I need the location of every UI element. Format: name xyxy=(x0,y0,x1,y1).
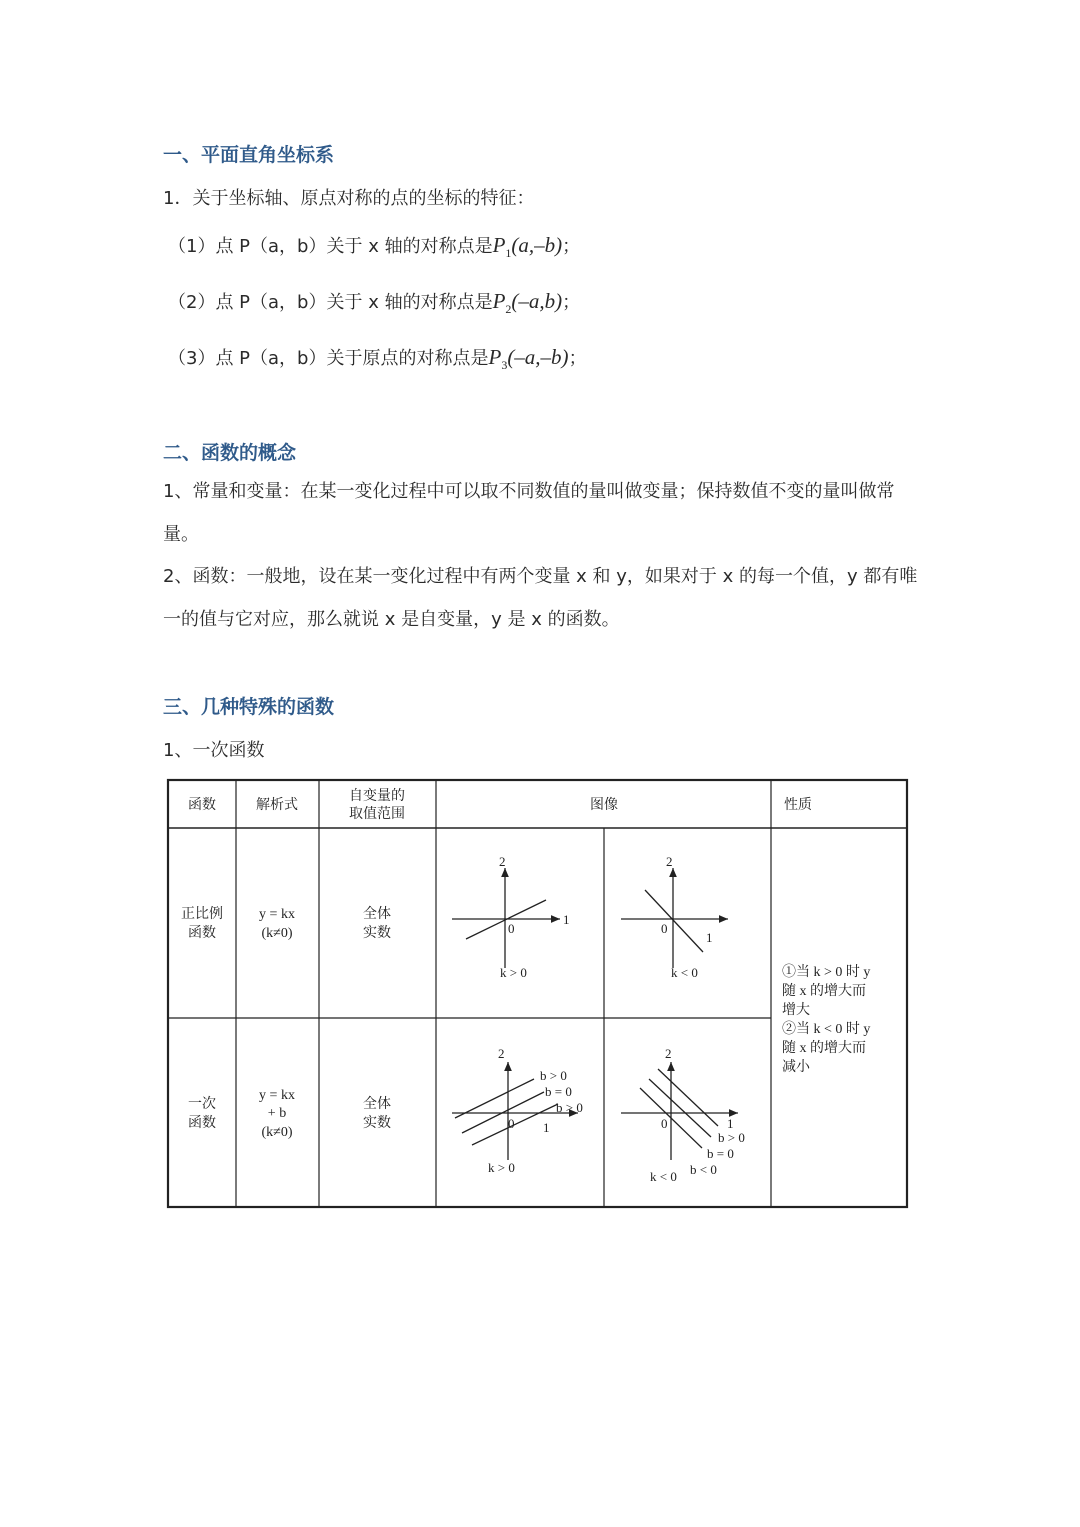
header-domain-line1: 自变量的 xyxy=(349,789,405,804)
section-heading-function-concept: 二、函数的概念 xyxy=(163,442,297,464)
graph4-origin: 0 xyxy=(661,1116,668,1131)
symmetry-item-2: （2）点 P（a，b）关于 x 轴的对称点是$P_2(-a,b)$； xyxy=(168,289,581,316)
row1-expr-line1: y = kx xyxy=(259,907,295,922)
graph2-origin: 0 xyxy=(661,921,668,936)
header-function: 函数 xyxy=(188,798,216,813)
item-text: （3）点 P（a，b）关于原点的对称点是 xyxy=(168,348,489,369)
property-line-6: 减小 xyxy=(782,1060,810,1075)
graph1-x-label: 1 xyxy=(563,912,570,927)
row1-expr-line2: (k≠0) xyxy=(261,926,293,941)
intro-text: 1．关于坐标轴、原点对称的点的坐标的特征： xyxy=(163,188,535,209)
row1-name-line2: 函数 xyxy=(188,926,216,941)
graph2-k-label: k < 0 xyxy=(671,965,698,980)
point-p2: $P_2(-a,b)$ xyxy=(492,289,563,316)
header-expression: 解析式 xyxy=(256,798,298,813)
graph3-x-label: 1 xyxy=(543,1120,550,1135)
graph1-k-label: k > 0 xyxy=(500,965,527,980)
graph3-b-pos: b > 0 xyxy=(540,1068,567,1083)
point-p1: $P_1(a,-b)$ xyxy=(492,233,563,260)
row2-domain-line2: 实数 xyxy=(363,1116,391,1131)
item-text: （1）点 P（a，b）关于 x 轴的对称点是 xyxy=(168,236,493,257)
property-line-4: ②当 k < 0 时 y xyxy=(782,1022,871,1037)
property-line-2: 随 x 的增大而 xyxy=(782,984,866,999)
graph4-b-pos: b > 0 xyxy=(718,1130,745,1145)
header-graph: 图像 xyxy=(590,798,618,813)
graph4-b-neg: b < 0 xyxy=(690,1162,717,1177)
point-p3: $P_3(-a,-b)$ xyxy=(488,345,569,372)
header-domain-line2: 取值范围 xyxy=(349,807,405,822)
property-line-5: 随 x 的增大而 xyxy=(782,1041,866,1056)
graph1-origin: 0 xyxy=(508,921,515,936)
row1-domain-line2: 实数 xyxy=(363,926,391,941)
row1-domain-line1: 全体 xyxy=(363,907,391,922)
row2-expr-line3: (k≠0) xyxy=(261,1125,293,1140)
graph3-k-label: k > 0 xyxy=(488,1160,515,1175)
property-line-1: ①当 k > 0 时 y xyxy=(782,965,871,980)
graph4-y-label: 2 xyxy=(665,1046,672,1061)
row2-name-line1: 一次 xyxy=(188,1097,216,1112)
paragraph-function-definition: 2、函数：一般地，设在某一变化过程中有两个变量 x 和 y，如果对于 x 的每一个值，y 都有唯一的值与它对应，那么就说 x 是自变量，y 是 x 的函数。 xyxy=(163,566,918,630)
paragraph-constants-variables: 1、常量和变量：在某一变化过程中可以取不同数值的量叫做变量；保持数值不变的量叫做常量。 xyxy=(163,481,895,545)
row2-name-line2: 函数 xyxy=(188,1116,216,1131)
row2-domain-line1: 全体 xyxy=(363,1097,391,1112)
header-property: 性质 xyxy=(784,798,812,813)
row1-name-line1: 正比例 xyxy=(181,907,223,922)
graph4-k-label: k < 0 xyxy=(650,1169,677,1184)
graph3-origin: 0 xyxy=(508,1116,515,1131)
row2-expr-line2: + b xyxy=(267,1106,287,1121)
property-line-3: 增大 xyxy=(782,1003,810,1018)
row2-expr-line1: y = kx xyxy=(259,1088,295,1103)
graph-proportional-kneg xyxy=(621,868,728,968)
subsection-linear-function: 1、一次函数 xyxy=(163,740,265,761)
item-text: （2）点 P（a，b）关于 x 轴的对称点是 xyxy=(168,292,493,313)
graph2-y-label: 2 xyxy=(666,854,673,869)
graph3-y-label: 2 xyxy=(498,1046,505,1061)
graph3-b-neg: b > 0 xyxy=(556,1100,583,1115)
graph-proportional-kpos xyxy=(452,868,560,968)
section-heading-coordinate-system: 一、平面直角坐标系 xyxy=(163,144,335,166)
graph4-x-label: 1 xyxy=(727,1116,734,1131)
graph1-y-label: 2 xyxy=(499,854,506,869)
symmetry-item-3: （3）点 P（a，b）关于原点的对称点是$P_3(-a,-b)$； xyxy=(168,345,587,372)
graph3-b-zero: b = 0 xyxy=(545,1084,572,1099)
graph4-b-zero: b = 0 xyxy=(707,1146,734,1161)
graph2-x-label: 1 xyxy=(706,930,713,945)
symmetry-item-1: （1）点 P（a，b）关于 x 轴的对称点是$P_1(a,-b)$； xyxy=(168,233,581,260)
section-heading-special-functions: 三、几种特殊的函数 xyxy=(163,696,335,718)
